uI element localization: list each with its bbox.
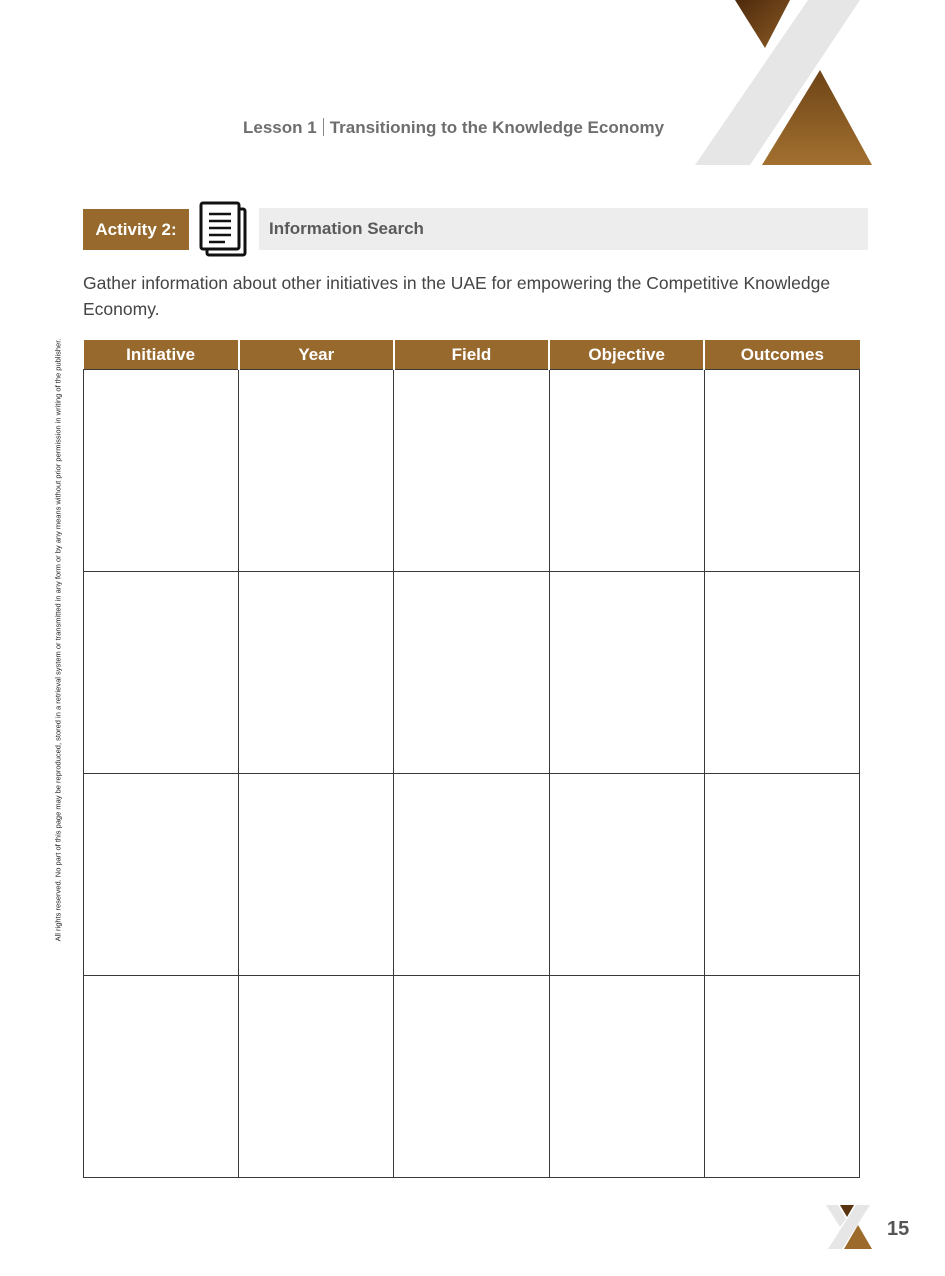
table-cell[interactable] (549, 976, 704, 1178)
table-cell[interactable] (549, 572, 704, 774)
table-cell[interactable] (394, 976, 549, 1178)
table-row (84, 572, 860, 774)
table-cell[interactable] (549, 774, 704, 976)
table-cell[interactable] (704, 572, 859, 774)
table-cell[interactable] (704, 774, 859, 976)
column-header-field: Field (394, 340, 549, 370)
table-cell[interactable] (84, 976, 239, 1178)
column-header-initiative: Initiative (84, 340, 239, 370)
table-cell[interactable] (239, 774, 394, 976)
table-cell[interactable] (84, 370, 239, 572)
copyright-note: All rights reserved. No part of this page may be reproduced, stored in a retrieval system or transmitted in any form or by any means without prior permission in writing of the publisher. (53, 338, 63, 942)
table-cell[interactable] (239, 976, 394, 1178)
header-separator (323, 118, 324, 136)
table-row (84, 370, 860, 572)
lesson-title: Transitioning to the Knowledge Economy (329, 118, 665, 137)
page-number: 15 (887, 1218, 910, 1240)
table-cell[interactable] (394, 370, 549, 572)
table-cell[interactable] (394, 572, 549, 774)
column-header-year: Year (239, 340, 394, 370)
decorative-x-small-logo (826, 1205, 872, 1251)
table-cell[interactable] (239, 572, 394, 774)
activity-title-bar (259, 208, 868, 250)
table-cell[interactable] (239, 370, 394, 572)
table-cell[interactable] (394, 774, 549, 976)
table-row (84, 976, 860, 1178)
table-cell[interactable] (84, 774, 239, 976)
column-header-outcomes: Outcomes (704, 340, 859, 370)
initiatives-table (83, 340, 860, 1178)
column-header-objective: Objective (549, 340, 704, 370)
lesson-header (243, 118, 664, 138)
document-icon (198, 200, 250, 258)
table-cell[interactable] (704, 370, 859, 572)
activity-title: Information Search (269, 219, 424, 238)
table-cell[interactable] (549, 370, 704, 572)
decorative-x-logo (690, 0, 880, 170)
table-cell[interactable] (704, 976, 859, 1178)
table-row (84, 774, 860, 976)
activity-label: Activity 2: (83, 209, 189, 250)
activity-instructions: Gather information about other initiatives in the UAE for empowering the Competitive Knowledge Economy. (83, 273, 831, 319)
lesson-number: Lesson 1 (243, 118, 317, 137)
table-cell[interactable] (84, 572, 239, 774)
table-header-row (84, 340, 860, 370)
